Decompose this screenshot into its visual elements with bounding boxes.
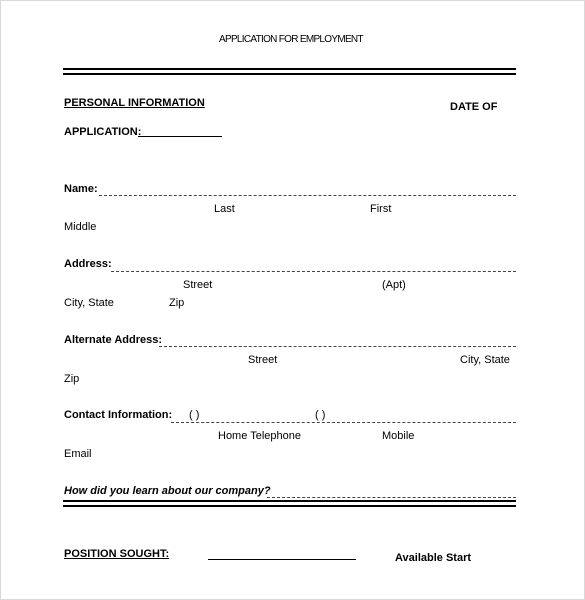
bottom-divider-2 — [63, 505, 516, 507]
application-label: APPLICATION: — [64, 126, 142, 138]
address-apt-caption: (Apt) — [382, 279, 406, 291]
address-field[interactable] — [111, 271, 516, 272]
contact-info-field[interactable] — [171, 422, 516, 423]
name-label: Name: — [64, 183, 98, 195]
name-last-caption: Last — [214, 203, 235, 215]
form-title: APPLICATION FOR EMPLOYMENT — [219, 34, 363, 45]
bottom-divider — [63, 500, 516, 502]
name-first-caption: First — [370, 203, 392, 215]
address-zip-caption: Zip — [169, 297, 185, 309]
mobile-caption: Mobile — [382, 430, 415, 442]
address-label: Address: — [64, 258, 112, 270]
alternate-city-state-caption: City, State — [460, 354, 510, 366]
top-divider — [63, 68, 516, 70]
alternate-zip-caption: Zip — [64, 373, 80, 385]
alternate-address-label: Alternate Address: — [64, 334, 163, 346]
available-start-label: Available Start — [395, 552, 472, 564]
top-divider-2 — [63, 73, 516, 75]
home-phone-area-code: ( ) — [189, 409, 200, 421]
date-of-label: DATE OF — [450, 101, 498, 113]
alternate-address-field[interactable] — [159, 346, 516, 347]
name-field[interactable] — [99, 195, 516, 196]
address-city-state-caption: City, State — [64, 297, 114, 309]
address-street-caption: Street — [183, 279, 213, 291]
position-sought-field[interactable] — [208, 559, 356, 560]
position-sought-label: POSITION SOUGHT: — [64, 548, 170, 560]
name-middle-caption: Middle — [64, 221, 97, 233]
how-learned-question: How did you learn about our company? — [64, 485, 271, 497]
home-telephone-caption: Home Telephone — [218, 430, 301, 442]
personal-info-heading: PERSONAL INFORMATION — [64, 97, 205, 109]
mobile-area-code: ( ) — [315, 409, 326, 421]
contact-info-label: Contact Information: — [64, 409, 173, 421]
application-date-field[interactable] — [138, 136, 222, 137]
email-caption: Email — [64, 448, 92, 460]
alternate-street-caption: Street — [248, 354, 278, 366]
how-learned-field[interactable] — [267, 497, 516, 498]
